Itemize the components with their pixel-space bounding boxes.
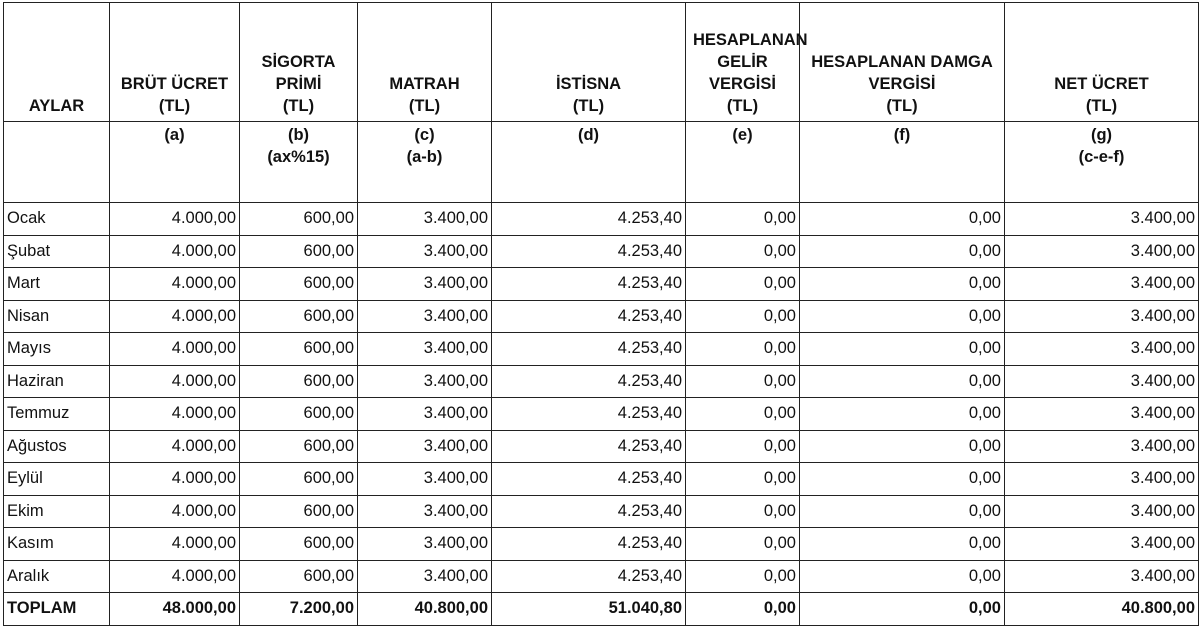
column-title: BRÜT ÜCRET — [120, 75, 229, 93]
value-cell: 0,00 — [800, 398, 1005, 431]
column-title: İSTİSNA — [555, 75, 622, 93]
value-cell: 3.400,00 — [1005, 203, 1199, 236]
month-cell: Haziran — [4, 365, 110, 398]
column-code: (g) — [1090, 126, 1113, 144]
header-row — [4, 3, 1199, 122]
value-cell: 0,00 — [686, 268, 800, 301]
month-cell: Aralık — [4, 560, 110, 593]
value-cell: 600,00 — [240, 528, 358, 561]
value-cell: 4.253,40 — [492, 463, 686, 496]
total-value: 48.000,00 — [110, 593, 240, 626]
value-cell: 0,00 — [800, 203, 1005, 236]
value-cell: 0,00 — [800, 528, 1005, 561]
value-cell: 0,00 — [686, 430, 800, 463]
value-cell: 0,00 — [686, 235, 800, 268]
table-row — [4, 300, 1199, 333]
value-cell: 0,00 — [800, 333, 1005, 366]
value-cell: 3.400,00 — [358, 398, 492, 431]
value-cell: 3.400,00 — [1005, 333, 1199, 366]
month-cell: Mart — [4, 268, 110, 301]
column-title: AYLAR — [28, 97, 85, 115]
table-row — [4, 235, 1199, 268]
value-cell: 0,00 — [800, 268, 1005, 301]
value-cell: 3.400,00 — [1005, 430, 1199, 463]
value-cell: 3.400,00 — [358, 430, 492, 463]
table-row — [4, 268, 1199, 301]
value-cell: 0,00 — [686, 300, 800, 333]
value-cell: 3.400,00 — [1005, 495, 1199, 528]
value-cell: 3.400,00 — [358, 528, 492, 561]
value-cell: 4.253,40 — [492, 235, 686, 268]
column-code-cell — [800, 122, 1005, 203]
column-code-cell — [358, 122, 492, 203]
column-title: HESAPLANAN GELİR VERGİSİ — [693, 31, 808, 93]
month-cell: Temmuz — [4, 398, 110, 431]
value-cell: 0,00 — [686, 333, 800, 366]
value-cell: 0,00 — [686, 528, 800, 561]
month-cell: Ağustos — [4, 430, 110, 463]
value-cell: 4.000,00 — [110, 463, 240, 496]
column-code: (c) — [414, 126, 435, 144]
value-cell: 4.000,00 — [110, 203, 240, 236]
column-code-cell — [686, 122, 800, 203]
value-cell: 600,00 — [240, 203, 358, 236]
value-cell: 4.000,00 — [110, 365, 240, 398]
value-cell: 4.000,00 — [110, 235, 240, 268]
value-cell: 4.253,40 — [492, 300, 686, 333]
table-row — [4, 203, 1199, 236]
value-cell: 600,00 — [240, 333, 358, 366]
value-cell: 0,00 — [686, 463, 800, 496]
column-code: (f) — [893, 126, 911, 144]
value-cell: 4.253,40 — [492, 268, 686, 301]
value-cell: 3.400,00 — [1005, 268, 1199, 301]
month-cell: Kasım — [4, 528, 110, 561]
value-cell: 3.400,00 — [358, 268, 492, 301]
subheader-row — [4, 122, 1199, 203]
column-code-cell — [240, 122, 358, 203]
column-code-cell — [4, 122, 110, 203]
value-cell: 4.253,40 — [492, 365, 686, 398]
column-unit: (TL) — [726, 97, 759, 115]
column-header — [686, 3, 808, 122]
total-value: 40.800,00 — [358, 593, 492, 626]
column-formula: (c-e-f) — [1078, 148, 1125, 166]
column-code-cell — [1005, 122, 1199, 203]
column-header — [492, 3, 686, 122]
value-cell: 0,00 — [686, 495, 800, 528]
column-header — [4, 3, 110, 122]
column-code-cell — [492, 122, 686, 203]
value-cell: 0,00 — [800, 560, 1005, 593]
table-row — [4, 528, 1199, 561]
value-cell: 4.253,40 — [492, 430, 686, 463]
column-unit: (TL) — [158, 97, 191, 115]
value-cell: 3.400,00 — [358, 365, 492, 398]
value-cell: 600,00 — [240, 560, 358, 593]
value-cell: 0,00 — [800, 300, 1005, 333]
value-cell: 3.400,00 — [1005, 398, 1199, 431]
value-cell: 4.253,40 — [492, 203, 686, 236]
value-cell: 3.400,00 — [1005, 300, 1199, 333]
value-cell: 4.253,40 — [492, 495, 686, 528]
value-cell: 4.000,00 — [110, 398, 240, 431]
value-cell: 0,00 — [686, 560, 800, 593]
column-header — [110, 3, 240, 122]
value-cell: 600,00 — [240, 300, 358, 333]
column-header — [240, 3, 358, 122]
month-cell: Eylül — [4, 463, 110, 496]
value-cell: 600,00 — [240, 235, 358, 268]
column-unit: (TL) — [572, 97, 605, 115]
value-cell: 3.400,00 — [1005, 528, 1199, 561]
column-formula: (a-b) — [406, 148, 443, 166]
column-unit: (TL) — [886, 97, 918, 115]
value-cell: 600,00 — [240, 430, 358, 463]
total-value: 7.200,00 — [240, 593, 358, 626]
table-row — [4, 398, 1199, 431]
value-cell: 4.253,40 — [492, 528, 686, 561]
column-title: MATRAH — [389, 75, 460, 93]
value-cell: 0,00 — [800, 235, 1005, 268]
value-cell: 3.400,00 — [1005, 560, 1199, 593]
column-code-cell — [110, 122, 240, 203]
value-cell: 3.400,00 — [358, 203, 492, 236]
value-cell: 4.000,00 — [110, 300, 240, 333]
value-cell: 4.253,40 — [492, 398, 686, 431]
value-cell: 3.400,00 — [358, 300, 492, 333]
value-cell: 0,00 — [800, 365, 1005, 398]
column-code: (d) — [577, 126, 600, 144]
value-cell: 3.400,00 — [358, 560, 492, 593]
column-header — [1005, 3, 1199, 122]
value-cell: 4.000,00 — [110, 430, 240, 463]
table-row — [4, 463, 1199, 496]
value-cell: 0,00 — [686, 398, 800, 431]
table-row — [4, 560, 1199, 593]
value-cell: 4.000,00 — [110, 333, 240, 366]
table-row — [4, 365, 1199, 398]
month-cell: Mayıs — [4, 333, 110, 366]
column-unit: (TL) — [408, 97, 441, 115]
column-code: (e) — [732, 126, 753, 144]
column-title: NET ÜCRET — [1054, 75, 1149, 93]
table-row — [4, 333, 1199, 366]
total-row — [4, 593, 1199, 626]
month-cell: Şubat — [4, 235, 110, 268]
month-cell: Nisan — [4, 300, 110, 333]
column-title: SİGORTA PRİMİ — [261, 53, 336, 93]
column-title: HESAPLANAN DAMGA VERGİSİ — [811, 53, 993, 93]
column-code: (a) — [164, 126, 185, 144]
value-cell: 3.400,00 — [1005, 365, 1199, 398]
value-cell: 0,00 — [800, 430, 1005, 463]
value-cell: 600,00 — [240, 268, 358, 301]
value-cell: 0,00 — [686, 365, 800, 398]
column-unit: (TL) — [1085, 97, 1118, 115]
column-header — [800, 3, 1005, 122]
value-cell: 600,00 — [240, 463, 358, 496]
column-code: (b) — [287, 126, 310, 144]
value-cell: 3.400,00 — [358, 495, 492, 528]
value-cell: 4.000,00 — [110, 495, 240, 528]
column-formula: (ax%15) — [267, 148, 330, 166]
total-value: 0,00 — [686, 593, 800, 626]
column-header — [358, 3, 492, 122]
total-value: 51.040,80 — [492, 593, 686, 626]
value-cell: 3.400,00 — [358, 463, 492, 496]
value-cell: 4.253,40 — [492, 333, 686, 366]
total-value: 0,00 — [800, 593, 1005, 626]
value-cell: 0,00 — [800, 463, 1005, 496]
value-cell: 0,00 — [800, 495, 1005, 528]
total-label: TOPLAM — [4, 593, 110, 626]
total-value: 40.800,00 — [1005, 593, 1199, 626]
value-cell: 4.000,00 — [110, 560, 240, 593]
month-cell: Ekim — [4, 495, 110, 528]
value-cell: 0,00 — [686, 203, 800, 236]
column-unit: (TL) — [282, 97, 315, 115]
value-cell: 600,00 — [240, 495, 358, 528]
salary-table — [3, 2, 1199, 626]
month-cell: Ocak — [4, 203, 110, 236]
value-cell: 3.400,00 — [358, 333, 492, 366]
table-row — [4, 430, 1199, 463]
value-cell: 3.400,00 — [1005, 463, 1199, 496]
value-cell: 4.000,00 — [110, 528, 240, 561]
value-cell: 4.253,40 — [492, 560, 686, 593]
table-row — [4, 495, 1199, 528]
value-cell: 600,00 — [240, 365, 358, 398]
value-cell: 4.000,00 — [110, 268, 240, 301]
value-cell: 3.400,00 — [358, 235, 492, 268]
value-cell: 600,00 — [240, 398, 358, 431]
value-cell: 3.400,00 — [1005, 235, 1199, 268]
